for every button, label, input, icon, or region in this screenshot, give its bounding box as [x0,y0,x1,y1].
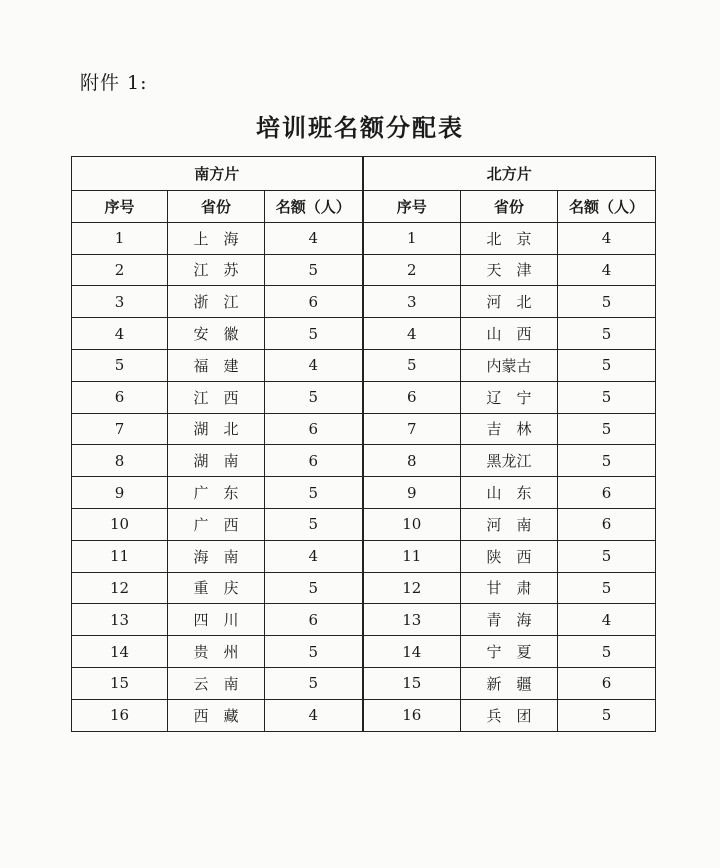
south-province-cell: 浙 江 [168,286,265,318]
south-seq-cell: 3 [72,286,168,318]
south-province-cell: 湖 北 [168,413,265,445]
north-province-cell: 河 南 [461,508,558,540]
table-row [72,667,656,699]
north-seq-cell: 5 [363,349,461,381]
south-quota-cell: 4 [265,222,363,254]
north-province-cell: 北 京 [461,222,558,254]
north-quota-cell: 5 [558,381,656,413]
table-row [72,604,656,636]
north-province-cell: 兵 团 [461,699,558,731]
table-row [72,381,656,413]
south-province-cell: 贵 州 [168,636,265,668]
south-seq-cell: 15 [72,667,168,699]
north-province-cell: 陕 西 [461,540,558,572]
south-quota-cell: 6 [265,604,363,636]
north-quota-cell: 5 [558,572,656,604]
table-row [72,477,656,509]
south-province-cell: 云 南 [168,667,265,699]
south-seq-cell: 13 [72,604,168,636]
north-quota-cell: 5 [558,699,656,731]
north-province-header: 省份 [461,191,558,223]
south-quota-cell: 4 [265,540,363,572]
south-seq-cell: 10 [72,508,168,540]
south-seq-cell: 2 [72,254,168,286]
north-quota-cell: 4 [558,222,656,254]
south-province-cell: 重 庆 [168,572,265,604]
south-province-cell: 江 西 [168,381,265,413]
south-seq-cell: 14 [72,636,168,668]
north-seq-cell: 16 [363,699,461,731]
south-seq-cell: 6 [72,381,168,413]
south-seq-header: 序号 [72,191,168,223]
south-seq-cell: 12 [72,572,168,604]
north-seq-cell: 14 [363,636,461,668]
table-row [72,699,656,731]
south-quota-cell: 5 [265,572,363,604]
table-row [72,222,656,254]
north-seq-cell: 12 [363,572,461,604]
north-quota-cell: 5 [558,318,656,350]
north-quota-cell: 5 [558,636,656,668]
south-seq-cell: 9 [72,477,168,509]
table-row [72,508,656,540]
north-province-cell: 河 北 [461,286,558,318]
south-seq-cell: 16 [72,699,168,731]
north-province-cell: 甘 肃 [461,572,558,604]
north-province-cell: 天 津 [461,254,558,286]
south-quota-cell: 5 [265,381,363,413]
north-seq-cell: 9 [363,477,461,509]
north-seq-cell: 13 [363,604,461,636]
table-row [72,413,656,445]
south-province-cell: 上 海 [168,222,265,254]
south-quota-cell: 4 [265,699,363,731]
south-quota-header: 名额（人） [265,191,363,223]
south-province-cell: 西 藏 [168,699,265,731]
south-quota-cell: 5 [265,667,363,699]
north-seq-header: 序号 [363,191,461,223]
north-quota-cell: 5 [558,445,656,477]
north-quota-cell: 4 [558,604,656,636]
north-seq-cell: 10 [363,508,461,540]
south-province-cell: 安 徽 [168,318,265,350]
table-row [72,286,656,318]
south-province-cell: 江 苏 [168,254,265,286]
north-seq-cell: 6 [363,381,461,413]
north-seq-cell: 4 [363,318,461,350]
south-seq-cell: 5 [72,349,168,381]
attachment-label: 附件 1: [80,72,148,94]
north-province-cell: 吉 林 [461,413,558,445]
south-quota-cell: 5 [265,318,363,350]
region-header-row [72,157,656,191]
document-title: 培训班名额分配表 [256,114,464,142]
north-province-cell: 辽 宁 [461,381,558,413]
north-quota-cell: 5 [558,413,656,445]
south-province-cell: 湖 南 [168,445,265,477]
table-row [72,636,656,668]
north-quota-header: 名额（人） [558,191,656,223]
quota-table-body [72,222,656,731]
south-quota-cell: 5 [265,508,363,540]
south-quota-cell: 4 [265,349,363,381]
north-quota-cell: 6 [558,477,656,509]
south-seq-cell: 11 [72,540,168,572]
north-province-cell: 青 海 [461,604,558,636]
north-seq-cell: 15 [363,667,461,699]
table-row [72,349,656,381]
south-seq-cell: 7 [72,413,168,445]
north-province-cell: 山 西 [461,318,558,350]
north-quota-cell: 5 [558,540,656,572]
table-row [72,572,656,604]
south-province-cell: 广 西 [168,508,265,540]
south-region-header: 南方片 [72,157,363,191]
south-quota-cell: 6 [265,286,363,318]
north-province-cell: 新 疆 [461,667,558,699]
north-quota-cell: 5 [558,286,656,318]
south-province-header: 省份 [168,191,265,223]
north-province-cell: 内蒙古 [461,349,558,381]
north-province-cell: 宁 夏 [461,636,558,668]
quota-table [71,156,656,732]
north-region-header: 北方片 [363,157,656,191]
south-province-cell: 海 南 [168,540,265,572]
north-quota-cell: 4 [558,254,656,286]
table-row [72,445,656,477]
south-seq-cell: 4 [72,318,168,350]
north-seq-cell: 7 [363,413,461,445]
north-province-cell: 黑龙江 [461,445,558,477]
north-quota-cell: 6 [558,508,656,540]
south-seq-cell: 8 [72,445,168,477]
south-quota-cell: 5 [265,477,363,509]
north-seq-cell: 3 [363,286,461,318]
table-row [72,254,656,286]
north-seq-cell: 2 [363,254,461,286]
north-seq-cell: 8 [363,445,461,477]
column-header-row [72,191,656,223]
table-row [72,318,656,350]
south-province-cell: 福 建 [168,349,265,381]
south-province-cell: 广 东 [168,477,265,509]
north-seq-cell: 1 [363,222,461,254]
table-row [72,540,656,572]
north-seq-cell: 11 [363,540,461,572]
north-quota-cell: 6 [558,667,656,699]
south-quota-cell: 6 [265,413,363,445]
south-seq-cell: 1 [72,222,168,254]
south-quota-cell: 5 [265,636,363,668]
south-province-cell: 四 川 [168,604,265,636]
north-province-cell: 山 东 [461,477,558,509]
north-quota-cell: 5 [558,349,656,381]
south-quota-cell: 5 [265,254,363,286]
south-quota-cell: 6 [265,445,363,477]
